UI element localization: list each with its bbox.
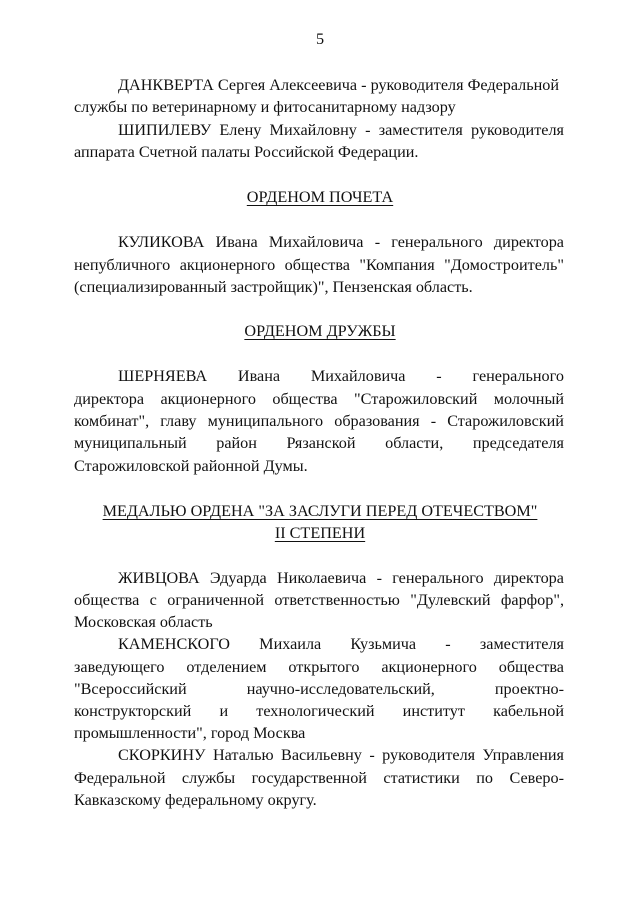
award-entry-zhivtsova-line3: Московская область [74,613,213,631]
award-entry-shernyaeva-line4: муниципальный район Рязанской области, председателя [74,434,564,452]
award-entry-dankverta-line1: ДАНКВЕРТА Сергея Алексеевича - руководителя Федеральной [118,76,560,94]
section-heading-order-druzhby: ОРДЕНОМ ДРУЖБЫ [244,322,396,340]
award-entry-kulikova-line2: непубличного акционерного общества "Компания "Домостроитель" [74,256,564,274]
award-entry-kamenskogo-line5: промышленности", город Москва [74,724,306,742]
page-number: 5 [315,30,325,48]
award-entry-shernyaeva-line3: комбинат", главу муниципального образования - Старожиловский [74,412,564,430]
award-entry-kamenskogo-line4: конструкторский и технологический институт кабельной [74,702,564,720]
section-heading-order-pocheta: ОРДЕНОМ ПОЧЕТА [246,188,394,206]
section-heading-medal-line2: II СТЕПЕНИ [274,524,366,542]
award-entry-zhivtsova-line1: ЖИВЦОВА Эдуарда Николаевича - генерального директора [118,569,564,587]
award-entry-kamenskogo-line2: заведующего отделением открытого акционерного общества [74,658,564,676]
award-entry-skorkinu-line2: Федеральной службы государственной статистики по Северо- [74,769,564,787]
award-entry-skorkinu-line1: СКОРКИНУ Наталью Васильевну - руководителя Управления [118,746,564,764]
award-entry-dankverta-line2: службы по ветеринарному и фитосанитарному надзору [74,98,456,116]
award-entry-zhivtsova-line2: общества с ограниченной ответственностью "Дулевский фарфор", [74,591,564,609]
section-heading-medal-line1: МЕДАЛЬЮ ОРДЕНА "ЗА ЗАСЛУГИ ПЕРЕД ОТЕЧЕСТВОМ" [102,502,538,520]
award-entry-skorkinu-line3: Кавказскому федеральному округу. [74,791,317,809]
award-entry-kulikova-line3: (специализированный застройщик)", Пензенская область. [74,278,473,296]
award-entry-shernyaeva-line5: Старожиловской районной Думы. [74,457,308,475]
award-entry-shernyaeva-line2: директора акционерного общества "Старожиловский молочный [74,390,564,408]
award-entry-kulikova-line1: КУЛИКОВА Ивана Михайловича - генерального директора [118,233,564,251]
award-entry-shernyaeva-line1: ШЕРНЯЕВА Ивана Михайловича - генерального [118,367,564,385]
award-entry-shipilevu-line1: ШИПИЛЕВУ Елену Михайловну - заместителя руководителя [118,121,564,139]
award-entry-shipilevu-line2: аппарата Счетной палаты Российской Федерации. [74,143,419,161]
award-entry-kamenskogo-line1: КАМЕНСКОГО Михаила Кузьмича - заместителя [118,635,564,653]
award-entry-kamenskogo-line3: "Всероссийский научно-исследовательский, проектно- [74,680,564,698]
